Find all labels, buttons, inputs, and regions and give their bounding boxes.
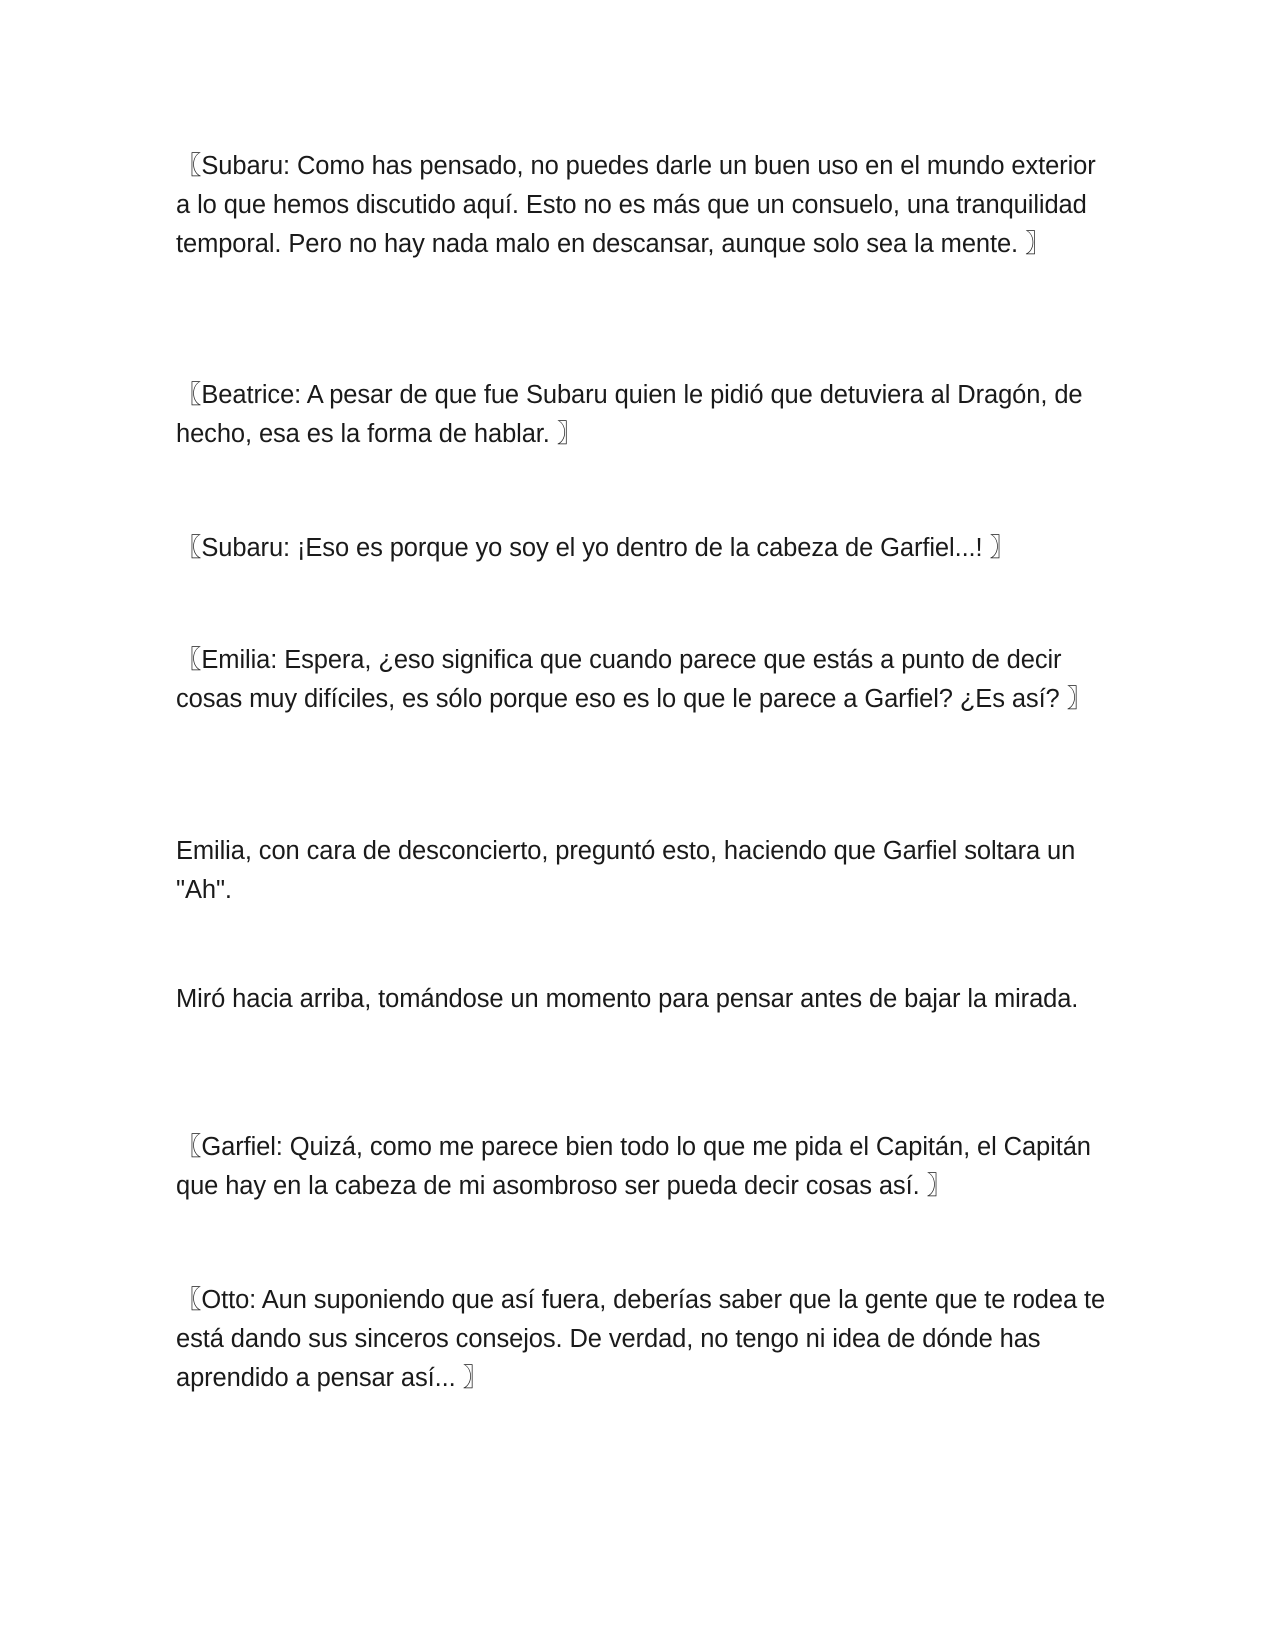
paragraph-subaru-2: 〖Subaru: ¡Eso es porque yo soy el yo dentro de la cabeza de Garfiel...! 〗	[176, 534, 1015, 562]
paragraph-subaru-1: 〖Subaru: Como has pensado, no puedes darle un buen uso en el mundo exterior a lo que hemos discutido aquí. Esto no es más que un consuelo, una tranquilidad temporal. Pero no hay nada malo en descansar, aunque solo sea la mente. 〗	[176, 152, 1103, 258]
paragraph-narration-2: Miró hacia arriba, tomándose un momento para pensar antes de bajar la mirada.	[176, 985, 1079, 1013]
paragraph-beatrice: 〖Beatrice: A pesar de que fue Subaru quien le pidió que detuviera al Dragón, de hecho, esa es la forma de hablar. 〗	[176, 381, 1090, 448]
paragraph-narration-1: Emilia, con cara de desconcierto, preguntó esto, haciendo que Garfiel soltara un "Ah".	[176, 837, 1083, 904]
paragraph-emilia: 〖Emilia: Espera, ¿eso significa que cuando parece que estás a punto de decir cosas muy difíciles, es sólo porque eso es lo que le parece a Garfiel? ¿Es así? 〗	[176, 646, 1093, 713]
paragraph-garfiel: 〖Garfiel: Quizá, como me parece bien todo lo que me pida el Capitán, el Capitán que hay en la cabeza de mi asombroso ser pueda decir cosas así. 〗	[176, 1133, 1098, 1200]
paragraph-otto: 〖Otto: Aun suponiendo que así fuera, deberías saber que la gente que te rodea te está dando sus sinceros consejos. De verdad, no tengo ni idea de dónde has aprendido a pensar así... 〗	[176, 1286, 1113, 1392]
